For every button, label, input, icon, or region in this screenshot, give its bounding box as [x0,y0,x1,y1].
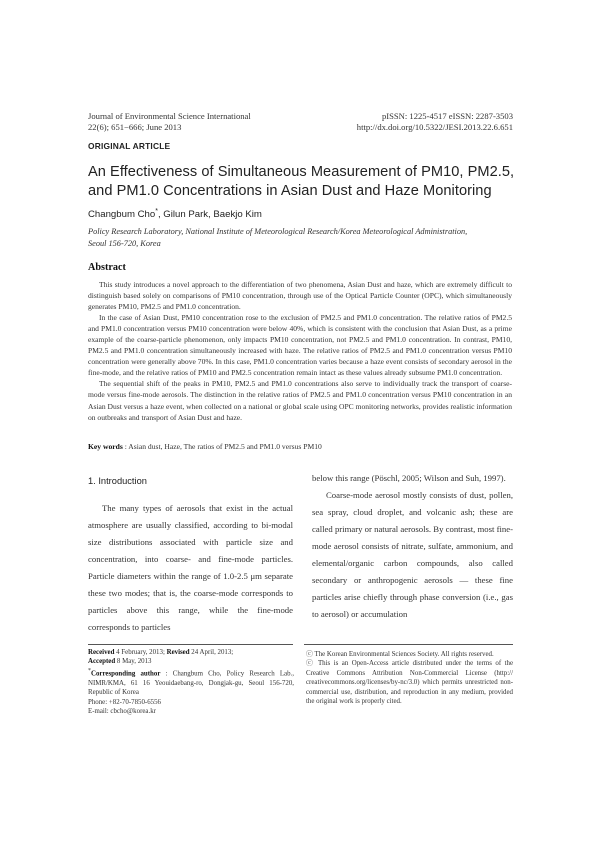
abstract-paragraph: The sequential shift of the peaks in PM10, PM2.5 and PM1.0 concentrations also serve to individually track the transport of coarse-mode versus fine-mode aerosols. The distinction in the relative ratios of PM2.5 and PM1.0 concentration versus PM10 concentration in an Asian Dust versus a haze event, when collected on a national or global scale using OPC monitoring networks, provides realistic information on outbreaks and transport of Asian Dust and haze. [88,379,512,422]
keywords [88,442,512,451]
corresponding-label: Corresponding author [91,670,161,678]
corresponding-mark: * [155,208,158,215]
abstract-body [88,279,512,423]
license-divider [304,644,513,645]
keywords-label: Key words [88,442,123,451]
left-column [88,500,293,636]
title-line-2: and PM1.0 Concentrations in Asian Dust and Haze Monitoring [88,182,492,199]
author-list [88,208,262,220]
dates-line [88,648,294,657]
affiliation [88,226,518,250]
abstract-paragraph: This study introduces a novel approach to the differentiation of two phenomena, Asian Dust and haze, which are extremely difficult to distinguish based solely on comparisons of PM10 concentration, through use of the Optical Particle Counter (OPC), which simultaneously generates PM10, PM2.5 and PM1.0 concentration. [88,280,512,312]
journal-name: Journal of Environmental Science International [88,111,251,121]
abstract-heading: Abstract [88,262,126,273]
received-label: Received [88,649,115,656]
license-block [306,650,513,707]
email[interactable]: E-mail: cbcho@korea.kr [88,708,156,716]
section-heading: 1. Introduction [88,476,147,486]
open-access-notice: ⓒ This is an Open-Access article distributed under the terms of the Creative Commons Attribution Non-Commercial License (http:// creativecommons.org/licenses/by-nc/3.0) which permits unrestricted non-commercial use, distribution, and reproduction in any medium, provided the original work is properly cited. [306,660,513,706]
corresponding-mark: * [88,667,91,674]
revised-date: 24 April, 2013; [189,649,234,656]
accepted-line [88,657,294,666]
keywords-text: : Asian dust, Haze, The ratios of PM2.5 and PM1.0 versus PM10 [122,442,322,451]
affiliation-line-2: Seoul 156-720, Korea [88,239,161,249]
abstract-paragraph: In the case of Asian Dust, PM10 concentration rose to the exclusion of PM2.5 and PM1.0 concentration. The relative ratios of PM2.5 and PM1.0 concentration versus PM10 concentration were below 40%, which is consistent with the conclusion that Asian Dust, as a prime example of the coarse-particle phenomenon, only impacts PM10 concentration, not PM2.5 and PM1.0 concentration. In contrast, PM10, PM2.5 and PM1.0 concentration simultaneously increased with haze. The relative ratios of PM2.5 and PM1.0 concentration versus PM10 concentration were generally above 70%. In this case, PM1.0 concentration varies because a haze event consists of secondary aerosol in the fine-mode, and the relative ratios of PM10 and PM2.5 concentration remain intact as these values already subsume PM1.0 concentration. [88,313,512,378]
article-type: ORIGINAL ARTICLE [88,141,171,151]
doi-link[interactable]: http://dx.doi.org/10.5322/JESI.2013.22.6.651 [356,122,513,132]
body-paragraph: below this range (Pöschl, 2005; Wilson and Suh, 1997). [312,473,506,483]
accepted-label: Accepted [88,658,116,666]
issn-doi-block [263,111,513,133]
author-name: Changbum Cho [88,209,156,221]
affiliation-line-1: Policy Research Laboratory, National Institute of Meteorological Research/Korea Meteorological Administration, [88,227,468,236]
issn: pISSN: 1225-4517 eISSN: 2287-3503 [381,111,513,121]
article-title [88,163,528,200]
copyright-notice: ⓒ The Korean Environmental Sciences Society. All rights reserved. [306,651,494,658]
body-paragraph: Coarse-mode aerosol mostly consists of dust, pollen, sea spray, cloud droplet, and volcanic ash; these are called primary or natural aerosols. By contrast, most fine-mode aerosol consists of nitrate, sulfate, ammonium, and elemental/organic carbon compounds, also called secondary or anthropogenic aerosols — these fine particles arise chiefly through phase conversion (i.e., gas to aerosol) or accumulation [312,490,513,620]
received-date: 4 February, 2013; [114,649,167,656]
footnote-divider [88,644,293,645]
phone: Phone: +82-70-7850-6556 [88,698,161,706]
right-column [312,470,513,623]
revised-label: Revised [166,649,190,656]
article-footnote [88,648,294,716]
journal-volume: 22(6); 651−666; June 2013 [88,122,182,132]
corresponding-address: : Changbum Cho, Policy Research Lab., NIMR/KMA, 61 16 Yeouidaebang-ro, Dongjak-gu, Seoul 156-720, Republic of Korea [88,670,294,697]
accepted-date: 8 May, 2013 [115,658,152,666]
title-line-1: An Effectiveness of Simultaneous Measurement of PM10, PM2.5, [88,164,515,180]
corresponding-author [88,667,294,698]
body-paragraph: The many types of aerosols that exist in the actual atmosphere are usually classified, according to bi-modal size distributions associated with particle size and concentration, into coarse- and fine-mode particles. Particle diameters within the range of 1.0-2.5 μm separate these two modes; that is, the coarse-mode corresponds to particles above this range, while the fine-mode corresponds to particles [88,503,293,633]
author-names-rest: , Gilun Park, Baekjo Kim [157,209,262,221]
